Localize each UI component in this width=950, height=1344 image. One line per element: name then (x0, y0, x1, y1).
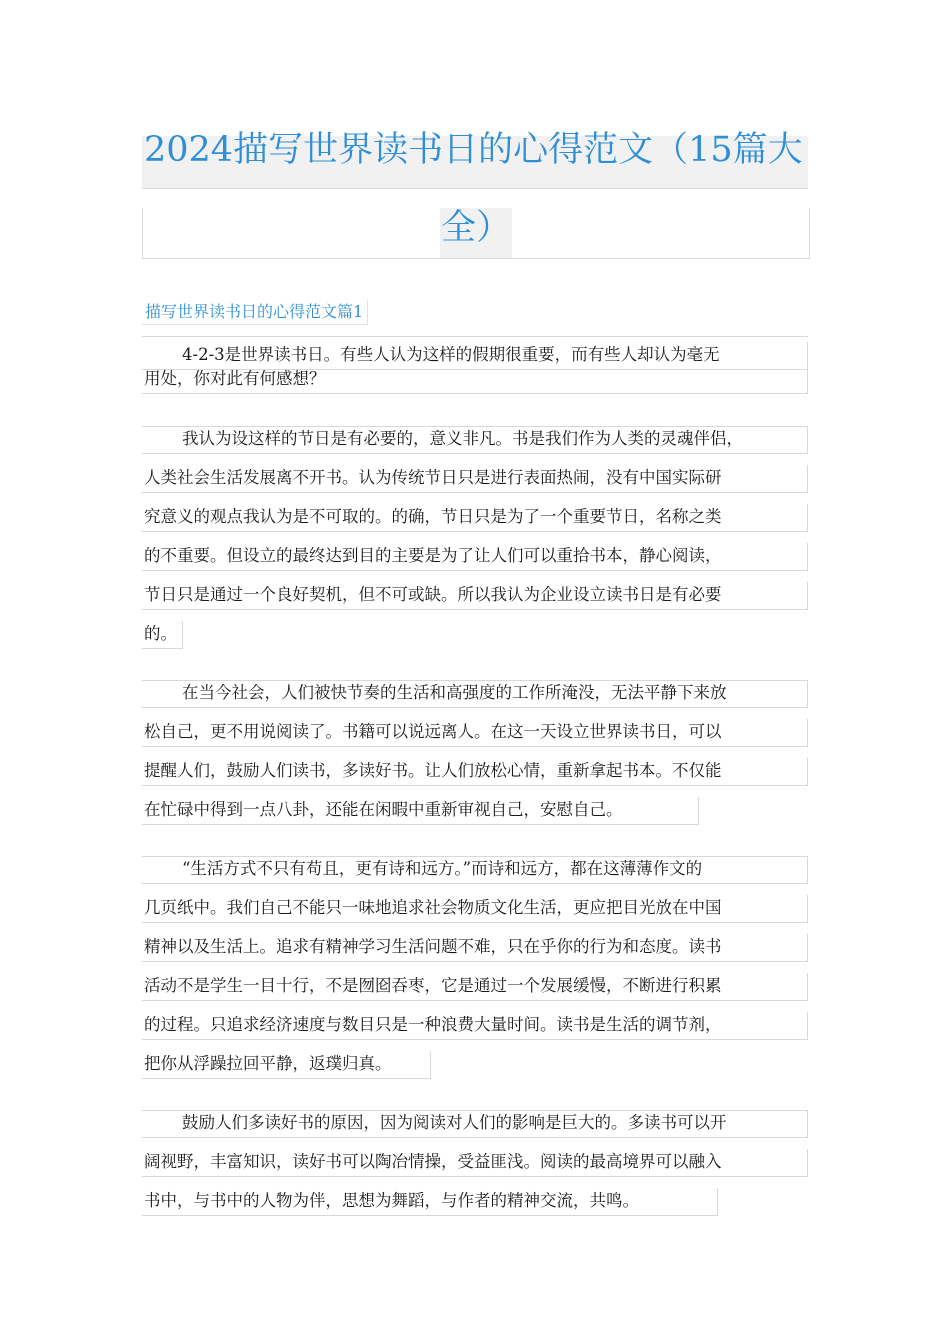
paragraph-line: 活动不是学生一目十行，不是囫囵吞枣，它是通过一个发展缓慢，不断进行积累 (142, 973, 808, 1001)
paragraph-line: 人类社会生活发展离不开书。认为传统节日只是进行表面热闹，没有中国实际研 (142, 465, 808, 493)
paragraph-line: 精神以及生活上。追求有精神学习生活问题不难，只在乎你的行为和态度。读书 (142, 934, 808, 962)
title-line-1 (142, 128, 808, 189)
paragraph-line: 的。 (142, 621, 183, 649)
paragraph-line: 松自己，更不用说阅读了。书籍可以说远离人。在这一天设立世界读书日，可以 (142, 719, 808, 747)
section-heading: 描写世界读书日的心得范文篇1 (142, 300, 368, 325)
paragraph-line: 鼓励人们多读好书的原因，因为阅读对人们的影响是巨大的。多读书可以开 (142, 1110, 808, 1138)
paragraph-line: 我认为设这样的节日是有必要的，意义非凡。书是我们作为人类的灵魂伴侣， (142, 426, 808, 454)
paragraph-line: 用处，你对此有何感想？ (142, 366, 808, 394)
paragraph-line: 节日只是通过一个良好契机，但不可或缺。所以我认为企业设立读书日是有必要 (142, 582, 808, 610)
title-line-2 (142, 208, 810, 259)
paragraph-line: 把你从浮躁拉回平静，返璞归真。 (142, 1051, 431, 1079)
paragraph-line: 4-2-3是世界读书日。有些人认为这样的假期很重要，而有些人却认为毫无 (142, 342, 808, 370)
paragraph-line: 的过程。只追求经济速度与数目只是一种浪费大量时间。读书是生活的调节剂， (142, 1012, 808, 1040)
paragraph-line: 书中，与书中的人物为伴，思想为舞蹈，与作者的精神交流，共鸣。 (142, 1188, 718, 1216)
paragraph-line: 究意义的观点我认为是不可取的。的确，节日只是为了一个重要节日，名称之类 (142, 504, 808, 532)
paragraph-box-top (142, 336, 808, 337)
paragraph-line: 提醒人们，鼓励人们读书，多读好书。让人们放松心情，重新拿起书本。不仅能 (142, 758, 808, 786)
paragraph-line: “生活方式不只有苟且，更有诗和远方。”而诗和远方，都在这薄薄作文的 (142, 856, 808, 884)
paragraph-line: 阔视野，丰富知识，读好书可以陶冶情操，受益匪浅。阅读的最高境界可以融入 (142, 1149, 808, 1177)
paragraph-line: 在忙碌中得到一点八卦，还能在闲暇中重新审视自己，安慰自己。 (142, 797, 699, 825)
paragraph-line: 的不重要。但设立的最终达到目的主要是为了让人们可以重拾书本，静心阅读， (142, 543, 808, 571)
paragraph-line: 几页纸中。我们自己不能只一味地追求社会物质文化生活，更应把目光放在中国 (142, 895, 808, 923)
title-text-2: 全） (441, 208, 512, 248)
paragraph-line: 在当今社会，人们被快节奏的生活和高强度的工作所淹没，无法平静下来放 (142, 680, 808, 708)
title-text-1: 2024描写世界读书日的心得范文（15篇大 (144, 130, 803, 170)
